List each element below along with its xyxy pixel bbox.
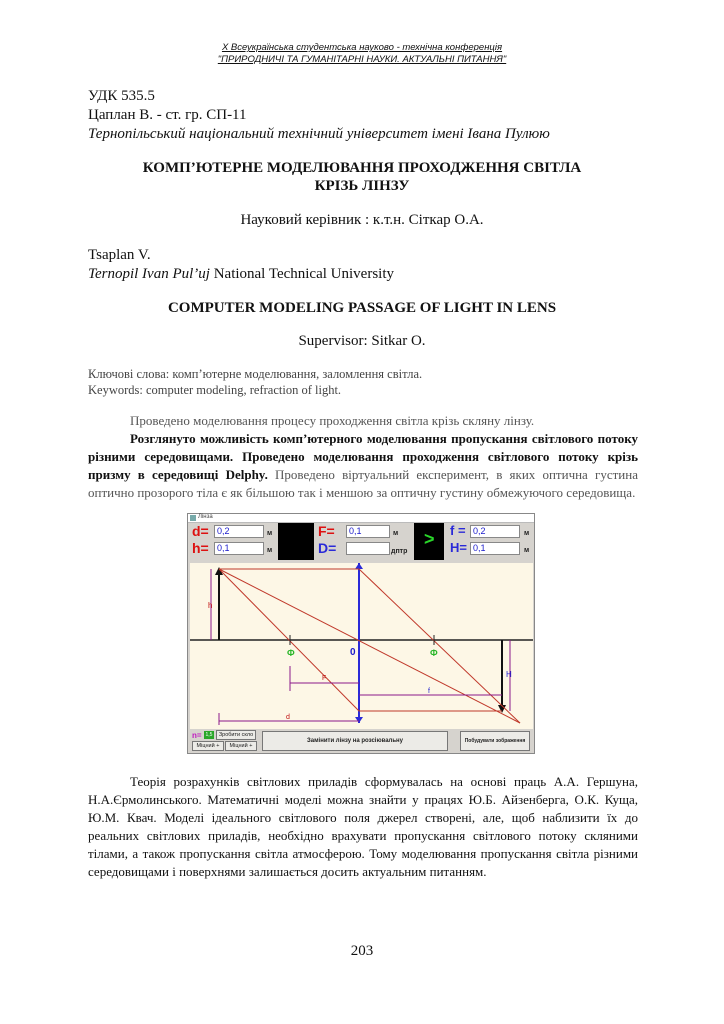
supervisor-ua: Науковий керівник : к.т.н. Сіткар О.А. bbox=[240, 212, 484, 228]
small-button-1[interactable]: Міцний + bbox=[192, 741, 224, 751]
conference-header-line2: "ПРИРОДНИЧІ ТА ГУМАНІТАРНІ НАУКИ. АКТУАЛЬНІ ПИТАННЯ" bbox=[217, 54, 507, 65]
conference-header-line1: X Всеукраїнська студентська науково - технічна конференція bbox=[221, 42, 503, 53]
ray-center bbox=[219, 569, 520, 723]
keywords-en: Keywords: computer modeling, refraction of light. bbox=[88, 383, 342, 397]
canvas-label-phi-right: Ф bbox=[430, 648, 438, 658]
supervisor-en: Supervisor: Sitkar O. bbox=[298, 333, 426, 349]
d-input[interactable]: 0,2 bbox=[214, 525, 264, 538]
window-title: Лінза bbox=[198, 514, 213, 520]
F-unit: м bbox=[393, 530, 399, 537]
ray-refracted bbox=[359, 569, 520, 723]
affiliation-en-rest: National Technical University bbox=[209, 266, 394, 282]
canvas-label-zero: 0 bbox=[350, 647, 356, 658]
title-en: COMPUTER MODELING PASSAGE OF LIGHT IN LENS bbox=[167, 300, 557, 316]
keywords-ua: Ключові слова: комп’ютерне моделювання, заломлення світла. bbox=[88, 367, 423, 381]
canvas-label-h: h bbox=[208, 601, 213, 610]
title-ua-line2: КРІЗЬ ЛІНЗУ bbox=[314, 178, 410, 194]
lens-arrow-bottom bbox=[355, 717, 363, 723]
h-input[interactable]: 0,1 bbox=[214, 542, 264, 555]
author-en: Tsaplan V. bbox=[88, 247, 151, 263]
affiliation-en bbox=[88, 266, 394, 283]
F-label: F= bbox=[318, 523, 335, 539]
D-label: D= bbox=[318, 540, 337, 556]
author-ua: Цаплан В. - ст. гр. СП-11 bbox=[88, 107, 247, 123]
udk: УДК 535.5 bbox=[88, 88, 155, 104]
affiliation-ua: Тернопільський національний технічний університет імені Івана Пулюю bbox=[88, 126, 550, 142]
d-unit: м bbox=[267, 530, 273, 537]
lens-simulation-window bbox=[187, 513, 535, 754]
f-label: f = bbox=[450, 523, 466, 538]
object-arrow-head bbox=[215, 567, 223, 575]
paragraph-2-bold: Розглянуто можливість комп’ютерного моделювання пропускання світлового потоку різними середовищами. Проведено моделювання проходження світлового потоку крізь призму в середовищі Delphy. bbox=[88, 431, 638, 482]
canvas-label-H: H bbox=[506, 670, 512, 679]
canvas-label-d: d bbox=[286, 714, 290, 721]
D-input[interactable] bbox=[346, 542, 390, 555]
H-input[interactable]: 0,1 bbox=[470, 542, 520, 555]
title-ua-line1: КОМП’ЮТЕРНЕ МОДЕЛЮВАННЯ ПРОХОДЖЕННЯ СВІТЛА bbox=[142, 160, 582, 176]
arrow-indicator: > bbox=[424, 529, 435, 549]
n-label: n= bbox=[192, 731, 202, 740]
canvas-label-f: f bbox=[428, 688, 430, 695]
canvas-label-F: F bbox=[322, 675, 327, 682]
black-indicator-left bbox=[278, 523, 314, 560]
H-label: H= bbox=[450, 540, 467, 555]
F-input[interactable]: 0,1 bbox=[346, 525, 390, 538]
page-number: 203 bbox=[350, 943, 374, 959]
n-input[interactable]: 1,5 bbox=[205, 732, 213, 738]
paragraph-1: Проведено моделювання процесу проходження світла крізь скляну лінзу. bbox=[130, 413, 535, 428]
lens-arrow-top bbox=[355, 563, 363, 569]
d-label: d= bbox=[192, 523, 209, 539]
paragraph-3: Теорія розрахунків світлових приладів сформувалась на основі праць А.А. Гершуна, Н.А.Єрмолинського. Математичні моделі можна знайти у працях Ю.Б. Айзенберга, О.К. Куща, Ю.М. Квач. Моделі ідеального світлового поля джерел створені, але, щоб наблизити їх до реальних світлових приладів, необхідно врахувати пропускання світлового потоку скляними тілами, а також пропускання світла атмосферою. Тому моделювання пропускання світла різними середовищами і поверхнями залишається досить актуальним питанням. bbox=[88, 774, 638, 879]
affiliation-en-italic: Ternopil Ivan Pul’uj bbox=[88, 266, 210, 282]
H-unit: м bbox=[524, 547, 530, 554]
f-input[interactable]: 0,2 bbox=[470, 525, 520, 538]
bottom-controls bbox=[190, 730, 533, 752]
D-unit: дптр bbox=[391, 548, 408, 555]
paragraph-2-rest: Проведено віртуальний експеримент, в яких оптична густина оптично прозорого тіла є як більшою так і меншою за оптичну густину обмежуючого середовища. bbox=[88, 467, 638, 500]
app-icon bbox=[190, 515, 196, 521]
paragraph-2 bbox=[88, 430, 638, 502]
f-unit: м bbox=[524, 530, 530, 537]
build-image-button[interactable]: Побудувати зображення bbox=[460, 731, 530, 751]
make-glass-button[interactable]: Зробити скло bbox=[216, 730, 256, 740]
small-button-2[interactable]: Міцний + bbox=[225, 741, 257, 751]
optics-canvas[interactable] bbox=[190, 563, 533, 729]
canvas-label-phi-left: Ф bbox=[287, 648, 295, 658]
swap-lens-button[interactable]: Замінити лінзу на розсіювальну bbox=[262, 731, 448, 751]
optics-diagram bbox=[190, 563, 533, 729]
h-unit: м bbox=[267, 547, 273, 554]
h-label: h= bbox=[192, 540, 209, 556]
window-titlebar bbox=[188, 514, 534, 523]
